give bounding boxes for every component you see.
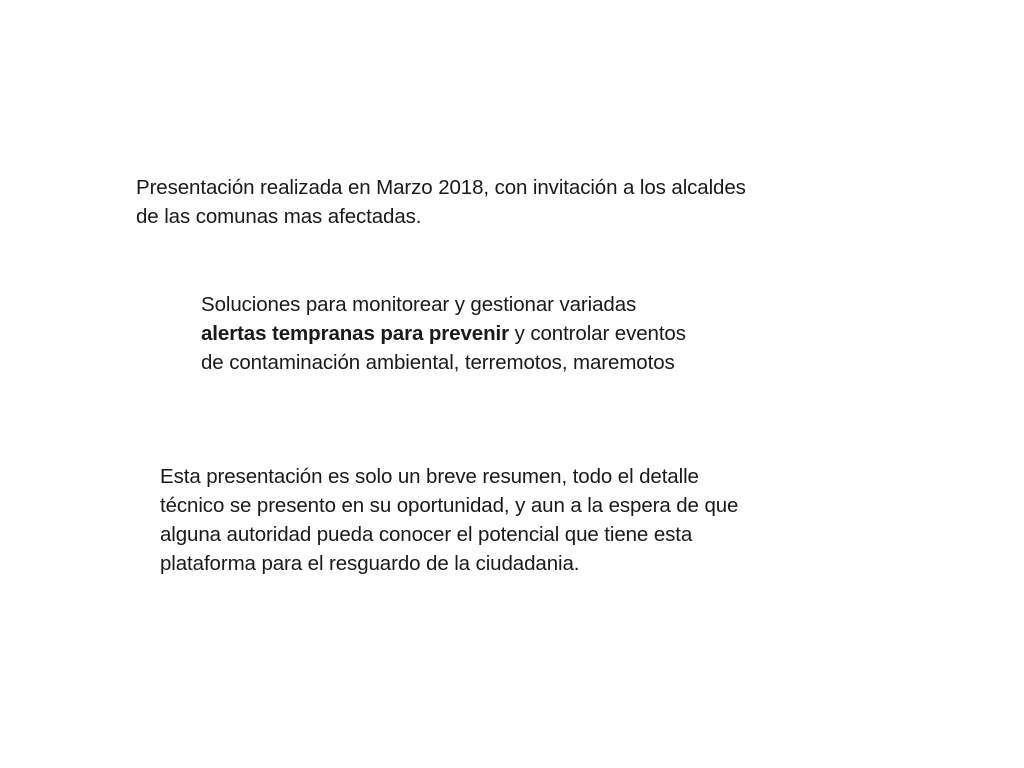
solutions-line-2 [201, 319, 686, 348]
summary-line-4: plataforma para el resguardo de la ciudadania. [160, 552, 580, 575]
intro-paragraph [136, 173, 746, 231]
summary-line-3: alguna autoridad pueda conocer el potencial que tiene esta [160, 523, 693, 546]
summary-paragraph [160, 462, 738, 578]
solutions-highlight: alertas tempranas para prevenir [201, 322, 509, 345]
summary-line-2: técnico se presento en su oportunidad, y aun a la espera de que [160, 494, 739, 517]
intro-line-1: Presentación realizada en Marzo 2018, con invitación a los alcaldes [136, 176, 746, 199]
solutions-line-3: de contaminación ambiental, terremotos, maremotos [201, 351, 675, 374]
solutions-line-1: Soluciones para monitorear y gestionar variadas [201, 293, 637, 316]
intro-line-2: de las comunas mas afectadas. [136, 205, 422, 228]
summary-line-1: Esta presentación es solo un breve resumen, todo el detalle [160, 465, 699, 488]
solutions-paragraph [201, 290, 686, 377]
solutions-line-2-rest: y controlar eventos [508, 322, 686, 345]
